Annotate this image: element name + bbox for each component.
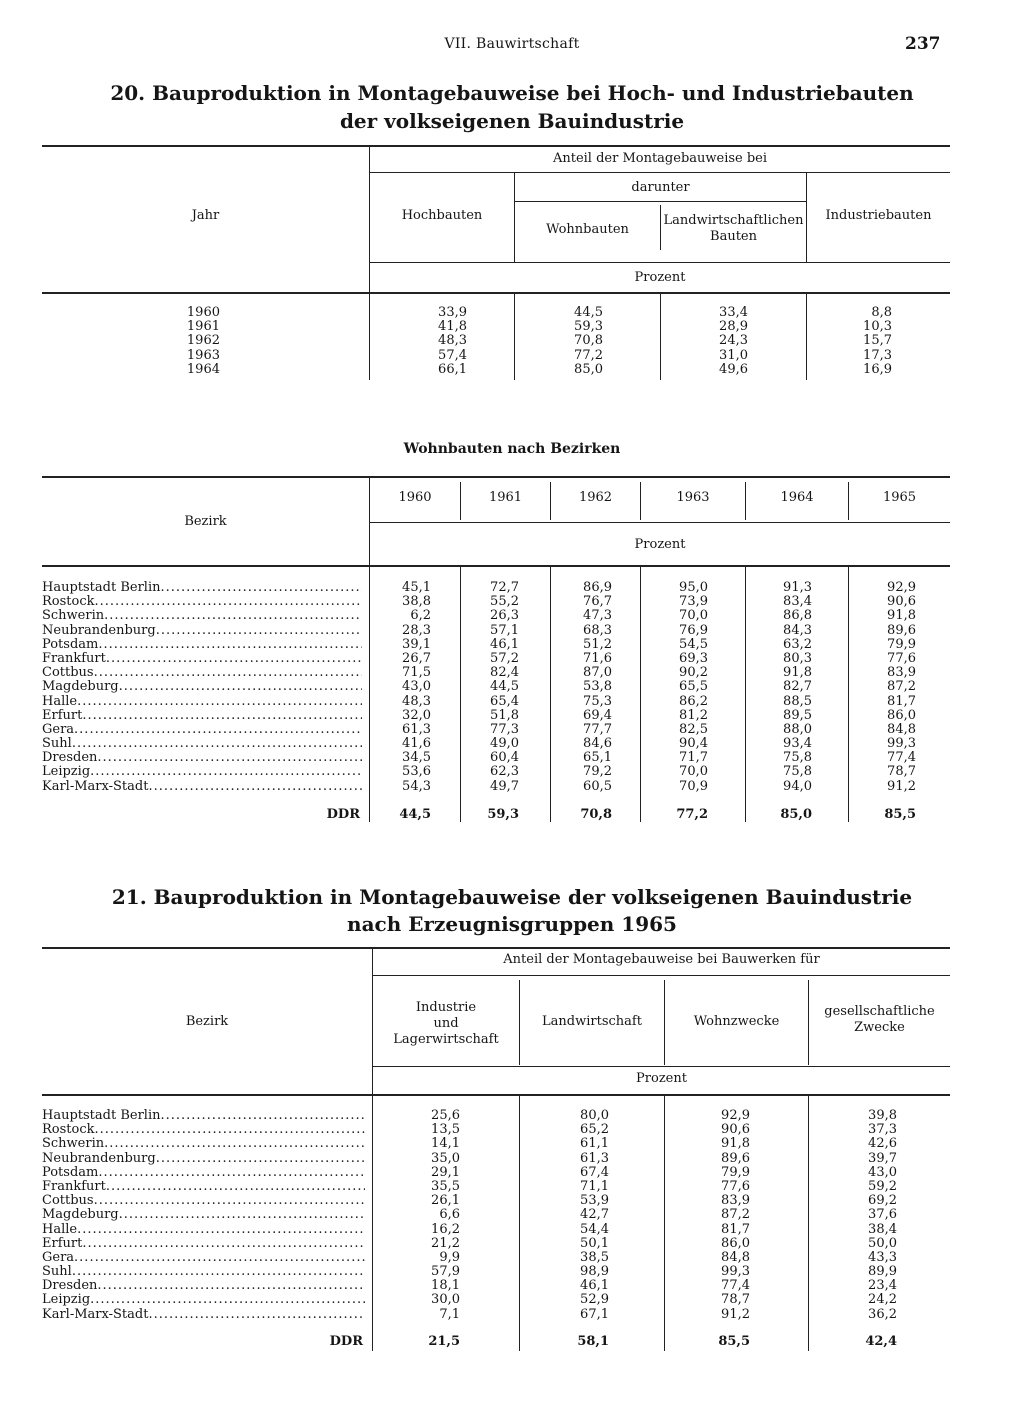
cell: 90,6: [721, 1122, 750, 1138]
cell: 24,3: [719, 333, 748, 349]
cell: 48,3: [402, 693, 431, 709]
cell: 54,3: [402, 778, 431, 794]
rule: [42, 947, 950, 949]
cell: 55,2: [490, 594, 519, 610]
cell: 77,6: [887, 650, 916, 666]
district-label: Cottbus .....: [42, 666, 362, 680]
page-number: 237: [905, 34, 941, 54]
header-year: 1963: [676, 490, 710, 505]
cell: 87,2: [887, 679, 916, 695]
cell: 34,5: [402, 750, 431, 766]
cell: 30,0: [431, 1292, 460, 1308]
district-label: Hauptstadt Berlin .....: [42, 1109, 365, 1123]
total-cell: 21,5: [428, 1334, 460, 1349]
cell: 71,1: [580, 1178, 609, 1194]
table20-title-line2: der volkseigenen Bauindustrie: [339, 109, 685, 133]
cell: 50,0: [868, 1235, 897, 1251]
cell: 50,1: [580, 1235, 609, 1251]
cell: 71,6: [583, 650, 612, 666]
cell: 28,9: [719, 319, 748, 335]
total-cell: 42,4: [865, 1334, 897, 1349]
cell: 91,2: [887, 778, 916, 794]
cell: 35,5: [431, 1178, 460, 1194]
table21-title-line2: nach Erzeugnisgruppen 1965: [347, 912, 677, 936]
rule: [42, 1094, 950, 1096]
cell: 77,4: [721, 1278, 750, 1294]
cell: 57,9: [431, 1264, 460, 1280]
cell: 62,3: [490, 764, 519, 780]
district-label: Schwerin .....: [42, 1137, 365, 1151]
total-label: DDR: [326, 807, 360, 822]
cell: 38,5: [580, 1249, 609, 1265]
district-label: Potsdam .....: [42, 638, 362, 652]
cell: 82,4: [490, 665, 519, 681]
header-hochbauten: Hochbauten: [401, 208, 483, 223]
rule: [373, 1066, 950, 1067]
cell: 36,2: [868, 1306, 897, 1322]
cell: 79,2: [583, 764, 612, 780]
cell: 51,8: [490, 707, 519, 723]
cell: 46,1: [490, 636, 519, 652]
cell: 68,3: [583, 622, 612, 638]
cell: 86,9: [583, 580, 612, 595]
cell: 71,7: [679, 750, 708, 766]
cell: 95,0: [679, 580, 708, 595]
district-label: Dresden .....: [42, 751, 362, 765]
cell: 69,4: [583, 707, 612, 723]
col-wohnzwecke: [665, 1109, 750, 1322]
cell: 57,1: [490, 622, 519, 638]
cell: 82,7: [783, 679, 812, 695]
col-landwirtschaft: [520, 1109, 609, 1322]
header-landwirtschaft: Landwirtschaft: [542, 1014, 642, 1029]
total-cell: 70,8: [580, 807, 612, 822]
district-label: Halle .....: [42, 695, 362, 709]
cell: 53,8: [583, 679, 612, 695]
cell: 49,7: [490, 778, 519, 794]
cell: 60,4: [490, 750, 519, 766]
cell: 86,0: [887, 707, 916, 723]
header-industrie: Industrie und Lagerwirtschaft: [393, 1000, 499, 1047]
district-label: Halle .....: [42, 1223, 365, 1237]
total-cell: 58,1: [577, 1334, 609, 1349]
cell: 52,9: [580, 1292, 609, 1308]
cell: 17,3: [863, 347, 892, 363]
header-unit: Prozent: [634, 270, 686, 285]
cell: 70,9: [679, 778, 708, 794]
cell: 90,2: [679, 665, 708, 681]
cell: 26,3: [490, 608, 519, 624]
cell: 59,2: [868, 1178, 897, 1194]
cell: 54,5: [679, 636, 708, 652]
cell: 38,8: [402, 594, 431, 610]
cell: 6,6: [439, 1207, 460, 1223]
col-gesellschaftlich: [809, 1109, 897, 1322]
header-landwirtschaftliche-bauten: Landwirtschaftlichen Bauten: [663, 213, 804, 244]
cell: 6,2: [410, 608, 431, 624]
cell: 29,1: [431, 1164, 460, 1180]
cell: 28,3: [402, 622, 431, 638]
col-hochbauten: [370, 306, 467, 377]
total-cell: 85,5: [718, 1334, 750, 1349]
cell: 94,0: [783, 778, 812, 794]
cell: 84,8: [887, 721, 916, 737]
district-label: Frankfurt .....: [42, 1180, 365, 1194]
cell: 43,0: [868, 1164, 897, 1180]
total-cell: 85,0: [780, 807, 812, 822]
col-1962: [551, 581, 612, 794]
cell: 83,4: [783, 594, 812, 610]
district-label: Erfurt .....: [42, 709, 362, 723]
year: 1962: [186, 333, 220, 349]
year: 1964: [186, 361, 220, 377]
col-1961: [461, 581, 519, 794]
cell: 79,9: [887, 636, 916, 652]
cell: 65,4: [490, 693, 519, 709]
cell: 77,4: [887, 750, 916, 766]
col-1963: [641, 581, 708, 794]
table20-title-line1: 20. Bauproduktion in Montagebauweise bei Hoch- und Industriebauten: [110, 81, 914, 105]
district-label: Magdeburg .....: [42, 680, 362, 694]
cell: 84,3: [783, 622, 812, 638]
cell: 89,5: [783, 707, 812, 723]
total-label: DDR: [329, 1334, 363, 1349]
cell: 81,7: [887, 693, 916, 709]
cell: 57,2: [490, 650, 519, 666]
cell: 16,9: [863, 361, 892, 377]
rule: [42, 145, 950, 147]
cell: 61,1: [580, 1136, 609, 1152]
district-label: Magdeburg .....: [42, 1208, 365, 1222]
cell: 76,9: [679, 622, 708, 638]
cell: 99,3: [721, 1264, 750, 1280]
header-unit: Prozent: [636, 1071, 687, 1086]
cell: 61,3: [402, 721, 431, 737]
district-label: Suhl .....: [42, 737, 362, 751]
cell: 86,0: [721, 1235, 750, 1251]
cell: 77,7: [583, 721, 612, 737]
cell: 47,3: [583, 608, 612, 624]
cell: 9,9: [439, 1249, 460, 1265]
cell: 88,0: [783, 721, 812, 737]
rule: [370, 262, 950, 263]
cell: 75,8: [783, 764, 812, 780]
col-industriebauten: [807, 306, 892, 377]
cell: 67,1: [580, 1306, 609, 1322]
cell: 14,1: [431, 1136, 460, 1152]
cell: 33,9: [438, 305, 467, 320]
header-bezirk: Bezirk: [184, 514, 227, 529]
cell: 93,4: [783, 736, 812, 752]
cell: 75,8: [783, 750, 812, 766]
col-bezirk: [42, 581, 362, 794]
cell: 83,9: [887, 665, 916, 681]
col-1965: [849, 581, 916, 794]
cell: 91,2: [721, 1306, 750, 1322]
col-landwirtschaft: [661, 306, 748, 377]
cell: 91,8: [721, 1136, 750, 1152]
col-1960: [370, 581, 431, 794]
cell: 71,5: [402, 665, 431, 681]
cell: 75,3: [583, 693, 612, 709]
district-label: Suhl .....: [42, 1265, 365, 1279]
district-label: Karl-Marx-Stadt .....: [42, 1308, 365, 1322]
cell: 80,0: [580, 1108, 609, 1123]
cell: 90,6: [887, 594, 916, 610]
cell: 69,3: [679, 650, 708, 666]
cell: 38,4: [868, 1221, 897, 1237]
cell: 35,0: [431, 1150, 460, 1166]
cell: 80,3: [783, 650, 812, 666]
cell: 84,6: [583, 736, 612, 752]
total-cell: 85,5: [884, 807, 916, 822]
header-year: 1962: [578, 490, 613, 505]
district-label: Cottbus .....: [42, 1194, 365, 1208]
cell: 31,0: [719, 347, 748, 363]
district-label: Neubrandenburg .....: [42, 1152, 365, 1166]
header-anteil: Anteil der Montagebauweise bei: [552, 151, 768, 166]
year: 1961: [186, 319, 220, 335]
cell: 44,5: [574, 305, 603, 320]
cell: 41,8: [438, 319, 467, 335]
cell: 86,2: [679, 693, 708, 709]
cell: 53,9: [580, 1193, 609, 1209]
cell: 76,7: [583, 594, 612, 610]
cell: 70,8: [574, 333, 603, 349]
cell: 81,2: [679, 707, 708, 723]
year: 1960: [186, 305, 220, 320]
cell: 92,9: [721, 1108, 750, 1123]
year: 1963: [186, 347, 220, 363]
col-1964: [746, 581, 812, 794]
cell: 44,5: [490, 679, 519, 695]
header-anteil: Anteil der Montagebauweise bei Bauwerken für: [503, 952, 820, 967]
cell: 10,3: [863, 319, 892, 335]
cell: 87,0: [583, 665, 612, 681]
cell: 63,2: [783, 636, 812, 652]
cell: 42,6: [868, 1136, 897, 1152]
cell: 7,1: [439, 1306, 460, 1322]
rule: [515, 201, 806, 202]
header-year: 1964: [780, 490, 814, 505]
col-wohnbauten: [515, 306, 603, 377]
cell: 45,1: [402, 580, 431, 595]
cell: 15,7: [863, 333, 892, 349]
district-label: Gera .....: [42, 723, 362, 737]
rule: [42, 476, 950, 478]
cell: 24,2: [868, 1292, 897, 1308]
cell: 41,6: [402, 736, 431, 752]
col-years: [150, 306, 220, 377]
cell: 57,4: [438, 347, 467, 363]
district-label: Hauptstadt Berlin .....: [42, 581, 362, 595]
total-cell: 44,5: [399, 807, 431, 822]
cell: 8,8: [871, 305, 892, 320]
cell: 25,6: [431, 1108, 460, 1123]
cell: 87,2: [721, 1207, 750, 1223]
district-label: Potsdam .....: [42, 1166, 365, 1180]
header-year: 1960: [398, 490, 432, 505]
chapter-heading: VII. Bauwirtschaft: [444, 36, 580, 52]
cell: 39,8: [868, 1108, 897, 1123]
cell: 49,6: [719, 361, 748, 377]
district-label: Karl-Marx-Stadt .....: [42, 780, 362, 794]
cell: 81,7: [721, 1221, 750, 1237]
cell: 23,4: [868, 1278, 897, 1294]
cell: 91,3: [783, 580, 812, 595]
cell: 65,5: [679, 679, 708, 695]
header-wohnbauten: Wohnbauten: [546, 222, 629, 237]
cell: 13,5: [431, 1122, 460, 1138]
cell: 77,2: [574, 347, 603, 363]
cell: 85,0: [574, 361, 603, 377]
cell: 73,9: [679, 594, 708, 610]
cell: 26,7: [402, 650, 431, 666]
header-wohnzwecke: Wohnzwecke: [693, 1014, 780, 1029]
cell: 72,7: [490, 580, 519, 595]
cell: 79,9: [721, 1164, 750, 1180]
cell: 33,4: [719, 305, 748, 320]
cell: 89,6: [721, 1150, 750, 1166]
header-gesellschaftliche-zwecke: gesellschaftliche Zwecke: [824, 1004, 935, 1035]
cell: 43,0: [402, 679, 431, 695]
cell: 18,1: [431, 1278, 460, 1294]
cell: 53,6: [402, 764, 431, 780]
total-cell: 59,3: [487, 807, 519, 822]
header-jahr: Jahr: [191, 208, 220, 223]
district-label: Rostock .....: [42, 1123, 365, 1137]
cell: 84,8: [721, 1249, 750, 1265]
cell: 26,1: [431, 1193, 460, 1209]
cell: 66,1: [438, 361, 467, 377]
header-industriebauten: Industriebauten: [825, 208, 932, 223]
cell: 37,6: [868, 1207, 897, 1223]
cell: 89,9: [868, 1264, 897, 1280]
district-label: Frankfurt .....: [42, 652, 362, 666]
table21-title-line1: 21. Bauproduktion in Montagebauweise der volkseigenen Bauindustrie: [111, 885, 913, 909]
cell: 99,3: [887, 736, 916, 752]
cell: 59,3: [574, 319, 603, 335]
district-label: Neubrandenburg .....: [42, 624, 362, 638]
rule: [370, 172, 950, 173]
header-year: 1965: [882, 490, 917, 505]
district-label: Dresden .....: [42, 1279, 365, 1293]
cell: 69,2: [868, 1193, 897, 1209]
cell: 32,0: [402, 707, 431, 723]
header-unit: Prozent: [634, 537, 686, 552]
header-year: 1961: [488, 490, 523, 505]
cell: 39,7: [868, 1150, 897, 1166]
cell: 39,1: [402, 636, 431, 652]
cell: 51,2: [583, 636, 612, 652]
rule: [373, 975, 950, 976]
cell: 54,4: [580, 1221, 609, 1237]
cell: 16,2: [431, 1221, 460, 1237]
rule: [42, 565, 950, 567]
cell: 70,0: [679, 764, 708, 780]
cell: 48,3: [438, 333, 467, 349]
cell: 77,6: [721, 1178, 750, 1194]
cell: 88,5: [783, 693, 812, 709]
col-bezirk: [42, 1109, 365, 1322]
cell: 92,9: [887, 580, 916, 595]
cell: 65,2: [580, 1122, 609, 1138]
cell: 21,2: [431, 1235, 460, 1251]
cell: 90,4: [679, 736, 708, 752]
district-label: Schwerin .....: [42, 609, 362, 623]
district-label: Erfurt .....: [42, 1237, 365, 1251]
district-label: Leipzig .....: [42, 1293, 365, 1307]
cell: 65,1: [583, 750, 612, 766]
cell: 60,5: [583, 778, 612, 794]
cell: 82,5: [679, 721, 708, 737]
district-label: Leipzig .....: [42, 765, 362, 779]
header-darunter: darunter: [631, 180, 690, 195]
header-bezirk: Bezirk: [185, 1014, 229, 1029]
cell: 91,8: [887, 608, 916, 624]
cell: 42,7: [580, 1207, 609, 1223]
total-cell: 77,2: [676, 807, 708, 822]
cell: 43,3: [868, 1249, 897, 1265]
district-label: Rostock .....: [42, 595, 362, 609]
rule: [42, 292, 950, 294]
cell: 61,3: [580, 1150, 609, 1166]
cell: 78,7: [887, 764, 916, 780]
cell: 86,8: [783, 608, 812, 624]
table20b-title: Wohnbauten nach Bezirken: [403, 441, 621, 457]
cell: 83,9: [721, 1193, 750, 1209]
cell: 78,7: [721, 1292, 750, 1308]
cell: 46,1: [580, 1278, 609, 1294]
cell: 89,6: [887, 622, 916, 638]
cell: 70,0: [679, 608, 708, 624]
district-label: Gera .....: [42, 1251, 365, 1265]
col-industrie: [373, 1109, 460, 1322]
cell: 91,8: [783, 665, 812, 681]
cell: 49,0: [490, 736, 519, 752]
cell: 67,4: [580, 1164, 609, 1180]
cell: 37,3: [868, 1122, 897, 1138]
cell: 77,3: [490, 721, 519, 737]
cell: 98,9: [580, 1264, 609, 1280]
rule: [370, 522, 950, 523]
